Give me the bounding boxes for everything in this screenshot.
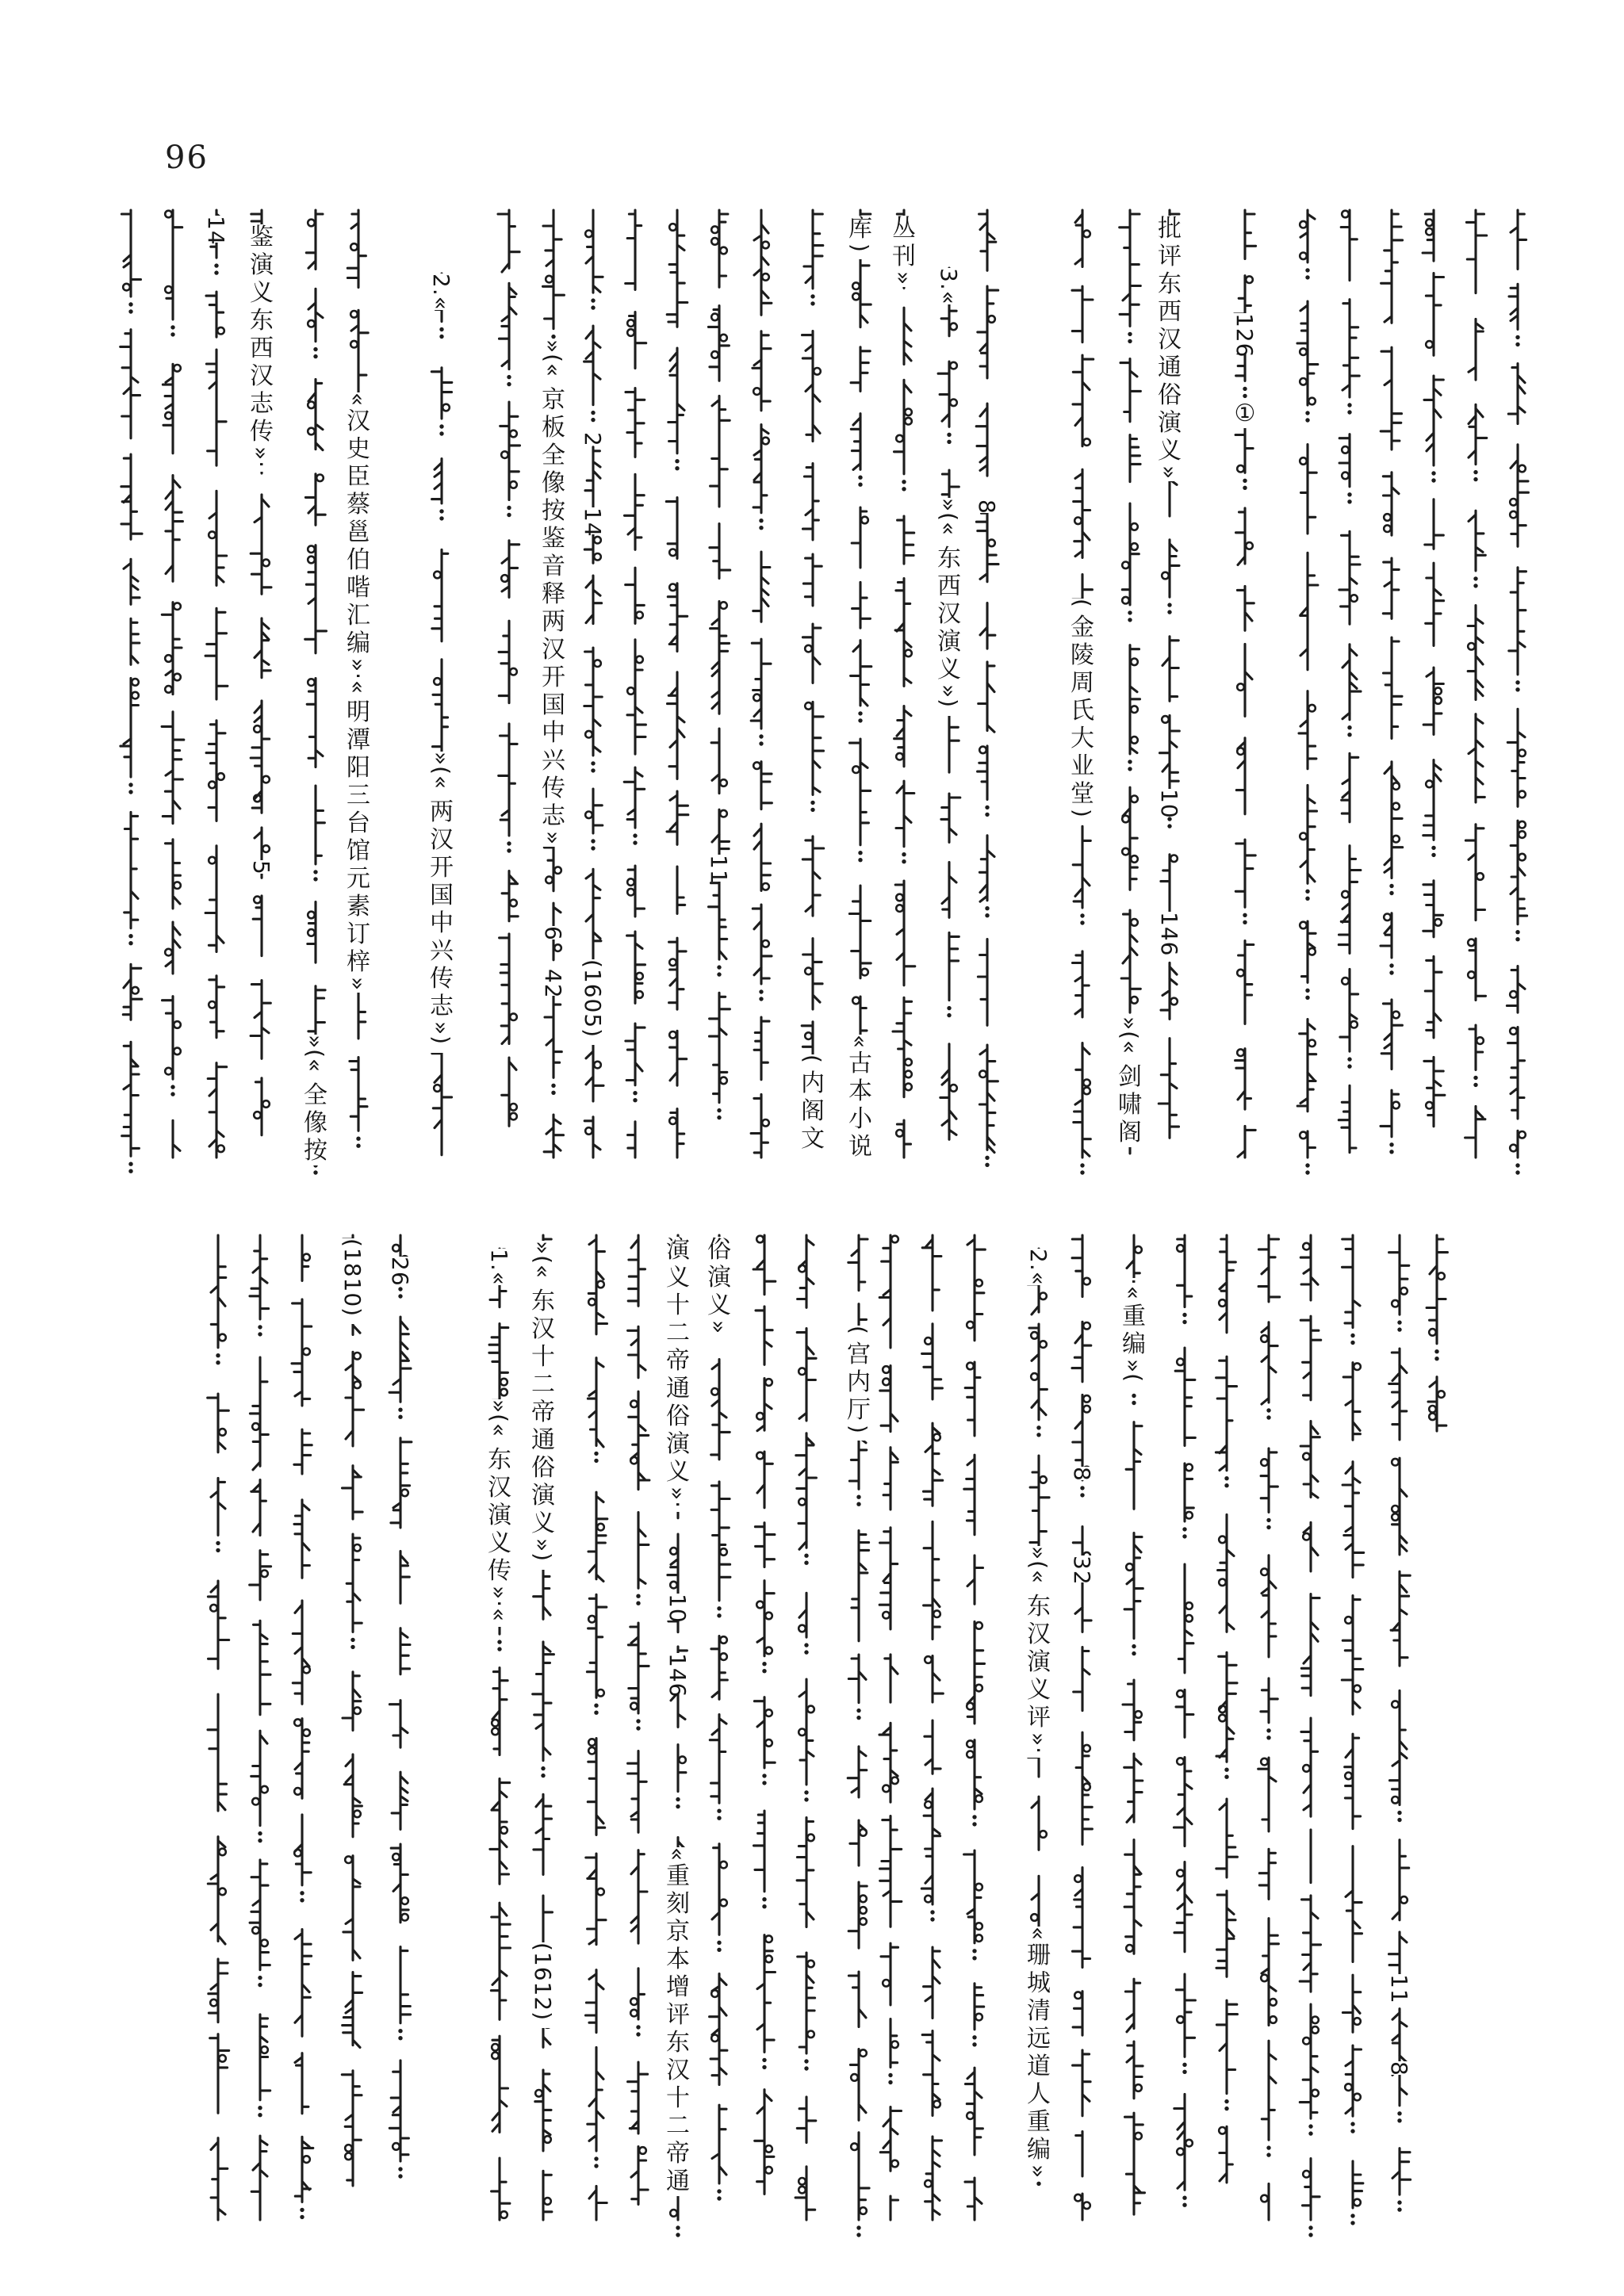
chinese-character: 阁 — [1113, 1119, 1147, 1147]
chinese-character: 汉 — [1022, 1621, 1055, 1649]
chinese-character: 重 — [1117, 1303, 1151, 1331]
chinese-character: 厅 — [842, 1397, 875, 1425]
chinese-character: 素 — [342, 894, 375, 921]
chinese-character: 两 — [537, 609, 570, 637]
chinese-character: 业 — [1066, 753, 1099, 781]
chinese-character: 批 — [1153, 216, 1186, 243]
chinese-character: 演 — [703, 1265, 736, 1292]
chinese-character: 按 — [537, 498, 570, 526]
chinese-character: 帝 — [527, 1399, 560, 1427]
chinese-character: 义 — [703, 1292, 736, 1320]
rotated-inline-text: 5 — [245, 860, 278, 874]
chinese-character: 东 — [661, 2030, 695, 2057]
chinese-character: 志 — [537, 803, 570, 831]
rotated-inline-text: ( — [796, 1054, 829, 1070]
rotated-inline-text: » — [342, 977, 375, 993]
chinese-character: 演 — [661, 1237, 695, 1265]
chinese-character: 西 — [1153, 299, 1186, 327]
chinese-character: 义 — [661, 1265, 695, 1292]
chinese-character: 传 — [483, 1558, 516, 1586]
rotated-inline-text: »( — [1117, 1359, 1151, 1391]
rotated-inline-text: »(« — [527, 1241, 560, 1288]
chinese-character: 通 — [1153, 354, 1186, 382]
rotated-inline-text: 8 — [1383, 2061, 1416, 2075]
rotated-inline-text: »(« — [299, 1035, 332, 1082]
chinese-character: 编 — [342, 630, 375, 658]
chinese-character: 演 — [933, 629, 966, 656]
rotated-inline-text: »(« — [933, 498, 966, 545]
chinese-character: 汉 — [483, 1475, 516, 1502]
chinese-character: 增 — [661, 1974, 695, 2002]
chinese-character: 义 — [933, 656, 966, 684]
chinese-character: 东 — [483, 1447, 516, 1475]
chinese-character: 明 — [342, 699, 375, 727]
chinese-character: 鉴 — [537, 526, 570, 553]
chinese-character: 东 — [527, 1288, 560, 1316]
chinese-character: 俗 — [1153, 382, 1186, 410]
chinese-character: 十 — [661, 1292, 695, 1320]
rotated-inline-text: 10 — [661, 1594, 695, 1621]
chinese-character: 堂 — [1066, 781, 1099, 809]
page-number: 96 — [165, 140, 209, 176]
chinese-character: 内 — [842, 1369, 875, 1397]
chinese-character: 三 — [342, 783, 375, 810]
chinese-character: 汇 — [342, 603, 375, 630]
chinese-character: 古 — [844, 1050, 877, 1078]
chinese-character: 编 — [1022, 2137, 1055, 2164]
chinese-character: 京 — [537, 387, 570, 415]
chinese-character: 说 — [844, 1134, 877, 1161]
chinese-character: 评 — [661, 2002, 695, 2030]
chinese-character: ① — [1228, 400, 1262, 428]
rotated-inline-text: (1810) — [336, 1238, 370, 1324]
chinese-character: 文 — [796, 1126, 829, 1154]
chinese-character: 帝 — [661, 1348, 695, 1376]
chinese-character: 按 — [299, 1138, 332, 1165]
chinese-character: 演 — [245, 252, 278, 280]
chinese-character: 周 — [1066, 670, 1099, 698]
chinese-character: 二 — [661, 2113, 695, 2141]
rotated-inline-text: ) — [1066, 809, 1099, 825]
chinese-character: 演 — [483, 1502, 516, 1530]
chinese-character: 释 — [537, 581, 570, 609]
chinese-character: 喈 — [342, 575, 375, 603]
rotated-inline-text: ») — [425, 1021, 458, 1053]
chinese-character: 宫 — [842, 1341, 875, 1369]
chinese-character: 兴 — [425, 938, 458, 966]
chinese-character: 汉 — [425, 827, 458, 855]
rotated-inline-text: « — [342, 392, 375, 408]
rotated-inline-text: 2 — [576, 432, 610, 446]
chinese-character: 兴 — [537, 748, 570, 775]
rotated-inline-text: » — [1022, 2164, 1055, 2180]
chinese-character: 本 — [844, 1078, 877, 1106]
chinese-character: 梓 — [342, 949, 375, 977]
chinese-character: 京 — [661, 1919, 695, 1946]
chinese-character: 小 — [844, 1106, 877, 1134]
chinese-character: 东 — [933, 545, 966, 573]
chinese-character: 大 — [1066, 725, 1099, 753]
chinese-character: 伯 — [342, 547, 375, 575]
rotated-inline-text: »(« — [1022, 1546, 1055, 1594]
chinese-character: 重 — [1022, 2109, 1055, 2137]
chinese-character: 人 — [1022, 2081, 1055, 2109]
chinese-character: 义 — [1022, 1677, 1055, 1705]
rotated-inline-text: 146 — [661, 1653, 695, 1693]
rotated-inline-text: 11 — [1383, 1974, 1416, 2001]
chinese-character: 义 — [661, 1459, 695, 1487]
rotated-inline-text: »·« — [483, 1586, 516, 1627]
chinese-character: 潭 — [342, 727, 375, 755]
rotated-inline-text: 8 — [1066, 1467, 1099, 1480]
chinese-character: 义 — [245, 280, 278, 308]
chinese-character: 编 — [1117, 1331, 1151, 1359]
rotated-inline-text: »(« — [425, 752, 458, 799]
rotated-inline-text: 1.« — [483, 1249, 516, 1285]
chinese-character: 元 — [342, 866, 375, 894]
chinese-character: 金 — [1066, 614, 1099, 642]
chinese-character: 像 — [299, 1110, 332, 1138]
chinese-character: 义 — [1153, 438, 1186, 465]
chinese-character: 重 — [661, 1863, 695, 1891]
rotated-inline-text: »·« — [342, 658, 375, 699]
chinese-character: 剑 — [1113, 1064, 1147, 1092]
rotated-inline-text: » — [887, 271, 921, 287]
chinese-character: 俗 — [661, 1403, 695, 1431]
chinese-character: 二 — [527, 1372, 560, 1399]
chinese-character: 通 — [527, 1427, 560, 1455]
chinese-character: 通 — [661, 2168, 695, 2196]
chinese-character: 评 — [1153, 243, 1186, 271]
chinese-character: 东 — [1153, 271, 1186, 299]
chinese-character: 陵 — [1066, 642, 1099, 670]
chinese-character: 二 — [661, 1320, 695, 1348]
rotated-inline-text: 2.« — [1022, 1249, 1055, 1285]
rotated-inline-text: » — [537, 831, 570, 847]
chinese-character: 汉 — [933, 601, 966, 629]
rotated-inline-text: « — [1022, 1927, 1055, 1942]
chinese-character: 传 — [537, 775, 570, 803]
chinese-character: 远 — [1022, 2026, 1055, 2053]
rotated-inline-text: 6 — [537, 926, 570, 939]
rotated-inline-text: 11 — [703, 855, 736, 882]
rotated-inline-text: »(« — [483, 1399, 516, 1447]
rotated-inline-text: ») — [527, 1538, 560, 1570]
chinese-character: 通 — [661, 1376, 695, 1403]
chinese-character: 国 — [537, 692, 570, 720]
rotated-inline-text: 10 — [1153, 789, 1186, 816]
chinese-character: 演 — [527, 1483, 560, 1510]
chinese-character: 阳 — [342, 755, 375, 783]
rotated-inline-text: 14 — [576, 507, 610, 534]
chinese-character: 东 — [245, 308, 278, 335]
rotated-inline-text: » — [703, 1320, 736, 1336]
chinese-character: 西 — [245, 335, 278, 363]
chinese-character: 中 — [425, 910, 458, 938]
chinese-character: 帝 — [661, 2141, 695, 2168]
chinese-character: 刻 — [661, 1891, 695, 1919]
chinese-character: 汉 — [1153, 327, 1186, 354]
chinese-character: 内 — [796, 1070, 829, 1098]
rotated-inline-text: »(« — [537, 339, 570, 387]
chinese-character: 评 — [1022, 1705, 1055, 1732]
chinese-character: 邕 — [342, 519, 375, 547]
chinese-character: 全 — [299, 1082, 332, 1110]
chinese-character: 蔡 — [342, 492, 375, 519]
chinese-character: 俗 — [703, 1237, 736, 1265]
rotated-inline-text: (1605) — [576, 959, 610, 1045]
chinese-character: 本 — [661, 1946, 695, 1974]
chinese-character: 啸 — [1113, 1092, 1147, 1119]
chinese-character: 汉 — [537, 637, 570, 664]
chinese-character: 阁 — [796, 1098, 829, 1126]
chinese-character: 十 — [661, 2085, 695, 2113]
chinese-character: 史 — [342, 436, 375, 464]
chinese-character: 演 — [1153, 410, 1186, 438]
rotated-inline-text: » — [1153, 465, 1186, 481]
chinese-character: 俗 — [527, 1455, 560, 1483]
rotated-inline-text: »· — [245, 446, 278, 472]
rotated-inline-text: 3.« — [933, 268, 966, 304]
chinese-character: 演 — [1022, 1649, 1055, 1677]
rotated-inline-text: »· — [1022, 1732, 1055, 1758]
rotated-inline-text: 32 — [1066, 1556, 1099, 1582]
chinese-character: 传 — [245, 419, 278, 446]
rotated-inline-text: »(« — [1113, 1016, 1147, 1064]
rotated-inline-text: 8 — [971, 499, 1004, 513]
chinese-character: 臣 — [342, 464, 375, 492]
chinese-character: 订 — [342, 921, 375, 949]
chinese-character: 馆 — [342, 838, 375, 866]
chinese-character: 汉 — [245, 363, 278, 391]
chinese-character: 丛 — [887, 216, 921, 243]
chinese-character: 道 — [1022, 2053, 1055, 2081]
chinese-character: 库 — [844, 216, 877, 243]
chinese-character: 两 — [425, 799, 458, 827]
chinese-character: 音 — [537, 553, 570, 581]
chinese-character: 汉 — [527, 1316, 560, 1344]
chinese-character: 氏 — [1066, 698, 1099, 725]
rotated-inline-text: 26 — [384, 1257, 417, 1284]
chinese-character: 珊 — [1022, 1942, 1055, 1970]
rotated-inline-text: ( — [842, 1326, 875, 1341]
chinese-character: 东 — [1022, 1594, 1055, 1621]
chinese-character: 板 — [537, 415, 570, 442]
rotated-inline-text: 42 — [537, 969, 570, 996]
chinese-character: 开 — [537, 664, 570, 692]
rotated-inline-text: (1612) — [527, 1942, 560, 2028]
chinese-character: 清 — [1022, 1998, 1055, 2026]
rotated-inline-text: »· — [661, 1487, 695, 1512]
chinese-character: 西 — [933, 573, 966, 601]
chinese-character: 义 — [527, 1510, 560, 1538]
chinese-character: 汉 — [342, 408, 375, 436]
chinese-character: 刊 — [887, 243, 921, 271]
rotated-inline-text: 14 — [200, 216, 233, 243]
rotated-inline-text: ) — [844, 243, 877, 259]
rotated-inline-text: ( — [1066, 599, 1099, 614]
chinese-character: 鉴 — [245, 224, 278, 252]
chinese-character: 志 — [425, 993, 458, 1021]
chinese-character: 十 — [527, 1344, 560, 1372]
rotated-inline-text: « — [661, 1847, 695, 1863]
rotated-inline-text: 126 — [1228, 313, 1262, 354]
rotated-inline-text: ) — [842, 1425, 875, 1441]
chinese-character: 城 — [1022, 1970, 1055, 1998]
chinese-character: 传 — [425, 966, 458, 993]
rotated-inline-text: 146 — [1153, 912, 1186, 952]
chinese-character: 中 — [537, 720, 570, 748]
chinese-character: 义 — [483, 1530, 516, 1558]
chinese-character: 志 — [245, 391, 278, 419]
rotated-inline-text: ·« — [1117, 1278, 1151, 1303]
chinese-character: 演 — [661, 1431, 695, 1459]
chinese-character: 开 — [425, 855, 458, 882]
rotated-inline-text: 2.« — [425, 274, 458, 310]
rotated-inline-text: « — [844, 1035, 877, 1050]
chinese-character: 台 — [342, 810, 375, 838]
rotated-inline-text: ») — [933, 684, 966, 716]
chinese-character: 国 — [425, 882, 458, 910]
chinese-character: 像 — [537, 470, 570, 498]
chinese-character: 全 — [537, 442, 570, 470]
chinese-character: 汉 — [661, 2057, 695, 2085]
